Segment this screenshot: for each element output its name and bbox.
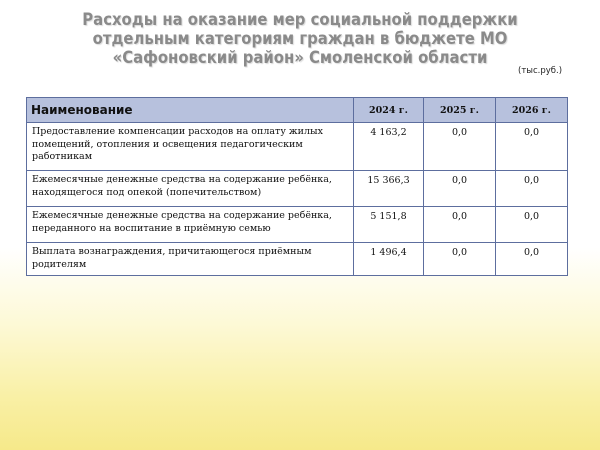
row-2026: 0,0	[496, 207, 568, 243]
table-header-row	[27, 98, 568, 123]
header-2024: 2024 г.	[354, 98, 424, 123]
row-2026: 0,0	[496, 243, 568, 276]
table-row	[27, 171, 568, 207]
expenses-table	[26, 97, 568, 276]
header-name: Наименование	[27, 98, 354, 123]
title-line-3: «Сафоновский район» Смоленской области	[112, 48, 488, 67]
row-2025: 0,0	[424, 207, 496, 243]
row-2025: 0,0	[424, 123, 496, 171]
row-2026: 0,0	[496, 171, 568, 207]
row-2026: 0,0	[496, 123, 568, 171]
row-2024: 15 366,3	[354, 171, 424, 207]
row-name: Ежемесячные денежные средства на содержание ребёнка, переданного на воспитание в приёмную семью	[27, 207, 354, 243]
row-2025: 0,0	[424, 243, 496, 276]
row-name: Предоставление компенсации расходов на оплату жилых помещений, отопления и освещения педагогическим работникам	[27, 123, 354, 171]
unit-note: (тыс.руб.)	[518, 66, 563, 76]
table-row	[27, 207, 568, 243]
header-2025: 2025 г.	[424, 98, 496, 123]
table-row	[27, 243, 568, 276]
row-2024: 1 496,4	[354, 243, 424, 276]
header-2026: 2026 г.	[496, 98, 568, 123]
row-name: Выплата вознаграждения, причитающегося приёмным родителям	[27, 243, 354, 276]
row-2024: 4 163,2	[354, 123, 424, 171]
row-name: Ежемесячные денежные средства на содержание ребёнка, находящегося под опекой (попечительством)	[27, 171, 354, 207]
row-2024: 5 151,8	[354, 207, 424, 243]
row-2025: 0,0	[424, 171, 496, 207]
table-row	[27, 123, 568, 171]
title-line-2: отдельным категориям граждан в бюджете МО	[92, 29, 508, 48]
slide-title	[40, 10, 560, 67]
title-line-1: Расходы на оказание мер социальной поддержки	[82, 10, 518, 29]
